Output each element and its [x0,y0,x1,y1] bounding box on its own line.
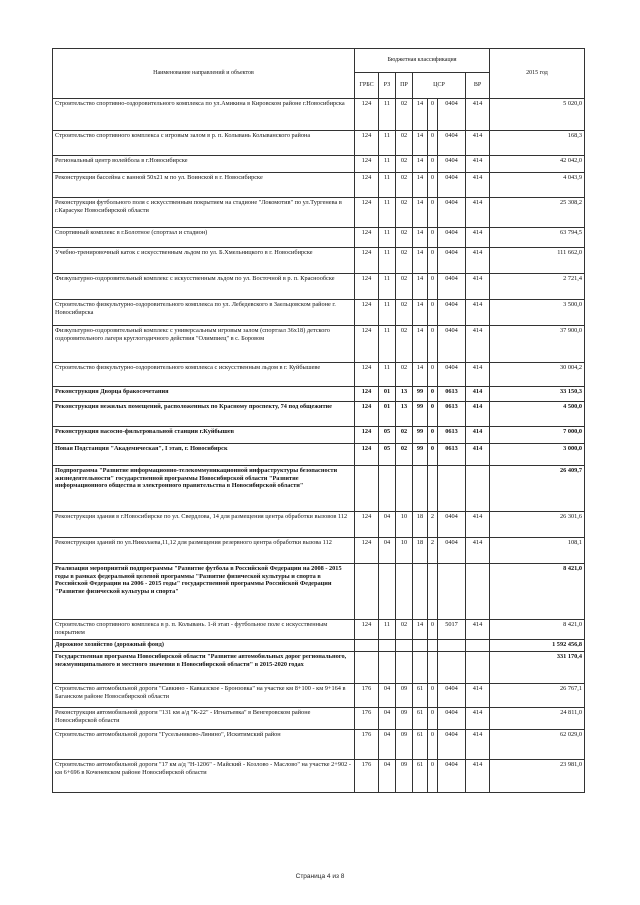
row-rz: 11 [379,300,396,326]
row-csr-3: 0404 [438,363,466,387]
row-grbs: 124 [355,363,379,387]
table-row [53,274,585,300]
row-csr-1: 14 [413,248,428,274]
row-csr-1: 18 [413,512,428,538]
row-vr: 414 [466,730,490,760]
header-csr: ЦСР [413,73,466,99]
row-csr-2: 0 [428,228,438,248]
row-amount: 8 421,0 [490,564,585,620]
table-row [53,538,585,564]
row-csr-2: 0 [428,387,438,402]
row-rz [379,466,396,512]
row-csr-1: 14 [413,274,428,300]
row-csr-1 [413,564,428,620]
row-vr: 414 [466,131,490,156]
row-pr: 09 [396,684,413,708]
row-name: Реконструкция бассейна с ванной 50х21 м по ул. Воинской в г. Новосибирске [53,173,355,198]
row-name: Реконструкция футбольного поля с искусственным покрытием на стадионе "Локомотив" по ул.Тургенева в г.Карасуке Новосибирской области [53,198,355,228]
row-csr-2: 0 [428,444,438,466]
row-name: Физкультурно-оздоровительный комплекс с искусственным льдом по ул. Восточной в р. п. Краснообске [53,274,355,300]
header-grbs: ГРБС [355,73,379,99]
row-grbs: 124 [355,131,379,156]
row-rz: 05 [379,444,396,466]
row-name: Строительство автомобильной дороги "17 км а/д "Н-1206" - Майский - Козлово - Маслово" на участке 2+902 - км 6+696 в Коченевском районе Новосибирской области [53,760,355,793]
row-name: Строительство физкультурно-оздоровительного комплекса с искусственным льдом в г. Куйбышеве [53,363,355,387]
row-grbs [355,564,379,620]
row-name: Реконструкция насосно-фильтровальной станции г.Куйбышев [53,427,355,444]
row-csr-2: 2 [428,538,438,564]
row-csr-1: 18 [413,538,428,564]
row-pr: 02 [396,248,413,274]
row-pr: 02 [396,156,413,173]
row-pr: 10 [396,538,413,564]
row-grbs: 124 [355,173,379,198]
row-pr: 09 [396,730,413,760]
row-csr-3: 0404 [438,99,466,131]
row-pr: 09 [396,708,413,730]
table-row [53,387,585,402]
row-name: Новая Подстанция "Академическая", I этап, г. Новосибирск [53,444,355,466]
row-name: Реконструкция здания в г.Новосибирске по ул. Свердлова, 14 для размещения центра обработки вызовов 112 [53,512,355,538]
row-name: Реконструкция нежилых помещений, расположенных по Красному проспекту, 74 под общежитие [53,402,355,427]
row-csr-2: 0 [428,326,438,363]
row-vr: 414 [466,538,490,564]
row-grbs: 124 [355,402,379,427]
row-amount: 2 721,4 [490,274,585,300]
table-row [53,760,585,793]
row-csr-3 [438,652,466,684]
row-grbs: 176 [355,760,379,793]
row-csr-3: 0404 [438,300,466,326]
row-csr-1: 14 [413,131,428,156]
row-name: Спортивный комплекс в г.Болотное (спортзал и стадион) [53,228,355,248]
row-vr: 414 [466,427,490,444]
row-amount: 8 421,0 [490,620,585,640]
row-csr-1: 14 [413,156,428,173]
row-name: Строительство автомобильной дороги "Гусельниково-Лянино", Искитимский район [53,730,355,760]
row-vr: 414 [466,387,490,402]
row-csr-3: 0613 [438,387,466,402]
row-pr: 13 [396,402,413,427]
row-pr: 02 [396,427,413,444]
row-rz: 04 [379,538,396,564]
row-vr: 414 [466,402,490,427]
row-pr: 02 [396,363,413,387]
row-csr-1: 14 [413,363,428,387]
row-csr-1: 99 [413,427,428,444]
row-rz: 11 [379,326,396,363]
row-pr: 02 [396,228,413,248]
row-grbs: 176 [355,730,379,760]
row-csr-2: 0 [428,620,438,640]
row-grbs: 124 [355,198,379,228]
row-vr: 414 [466,363,490,387]
table-row [53,652,585,684]
row-vr: 414 [466,760,490,793]
row-csr-3: 0613 [438,427,466,444]
row-csr-2: 0 [428,99,438,131]
row-pr: 02 [396,99,413,131]
row-vr: 414 [466,274,490,300]
row-csr-2: 0 [428,173,438,198]
row-csr-1: 14 [413,228,428,248]
row-grbs: 124 [355,99,379,131]
row-vr: 414 [466,708,490,730]
row-amount: 26 409,7 [490,466,585,512]
row-rz: 04 [379,730,396,760]
row-pr: 02 [396,444,413,466]
row-vr: 414 [466,198,490,228]
header-rz: РЗ [379,73,396,99]
row-csr-3: 0404 [438,156,466,173]
row-amount: 1 592 456,8 [490,640,585,652]
row-grbs [355,466,379,512]
row-amount: 26 301,6 [490,512,585,538]
row-csr-1: 14 [413,326,428,363]
table-row [53,228,585,248]
row-grbs: 124 [355,387,379,402]
row-csr-2: 0 [428,274,438,300]
row-grbs: 124 [355,156,379,173]
row-csr-2: 0 [428,363,438,387]
row-csr-1 [413,640,428,652]
row-amount: 5 020,0 [490,99,585,131]
row-csr-2: 0 [428,427,438,444]
row-csr-3 [438,466,466,512]
row-name: Реконструкция Дворца бракосочетания [53,387,355,402]
row-csr-1: 99 [413,387,428,402]
row-vr: 414 [466,444,490,466]
row-grbs: 176 [355,684,379,708]
row-rz: 11 [379,363,396,387]
row-csr-2: 0 [428,198,438,228]
row-csr-2: 0 [428,684,438,708]
row-csr-1: 14 [413,173,428,198]
row-amount: 30 004,2 [490,363,585,387]
row-csr-3 [438,564,466,620]
table-row [53,363,585,387]
row-csr-3: 0404 [438,131,466,156]
row-amount: 3 000,0 [490,444,585,466]
row-grbs: 124 [355,427,379,444]
row-pr: 09 [396,760,413,793]
row-csr-1: 61 [413,708,428,730]
row-pr [396,652,413,684]
table-row [53,564,585,620]
row-rz: 11 [379,274,396,300]
row-rz: 04 [379,684,396,708]
row-rz: 11 [379,156,396,173]
row-name: Строительство физкультурно-оздоровительного комплекса по ул. Лебедевского в Заельцовском районе г. Новосибирска [53,300,355,326]
row-amount: 42 042,0 [490,156,585,173]
row-pr: 02 [396,274,413,300]
row-vr [466,652,490,684]
header-budget-class: Бюджетная классификация [355,49,490,73]
table-row [53,131,585,156]
row-grbs [355,640,379,652]
table-row [53,640,585,652]
row-amount: 63 794,5 [490,228,585,248]
row-name: Строительство спортивного комплекса в р. п. Колывань. 1-й этап - футбольное поле с искусственным покрытием [53,620,355,640]
row-vr: 414 [466,173,490,198]
row-csr-1: 61 [413,760,428,793]
table-row [53,730,585,760]
table-row [53,427,585,444]
row-csr-3: 0613 [438,444,466,466]
row-csr-2: 0 [428,156,438,173]
row-grbs: 124 [355,300,379,326]
row-amount: 33 150,3 [490,387,585,402]
row-name: Региональный центр волейбола в г.Новосибирске [53,156,355,173]
row-rz: 01 [379,387,396,402]
row-csr-1: 61 [413,684,428,708]
row-csr-1: 99 [413,402,428,427]
row-csr-3: 0404 [438,173,466,198]
row-csr-2: 0 [428,730,438,760]
header-pr: ПР [396,73,413,99]
row-name: Учебно-тренировочный каток с искусственным льдом по ул. Б.Хмельницкого в г. Новосибирске [53,248,355,274]
row-grbs: 124 [355,228,379,248]
table-row [53,466,585,512]
row-csr-1: 61 [413,730,428,760]
row-name: Реконструкция автомобильной дороги "131 км а/д "К-22" - Игнатьевка" в Венгеровском районе Новосибирской области [53,708,355,730]
table-row [53,684,585,708]
row-csr-3: 0404 [438,538,466,564]
row-rz: 11 [379,173,396,198]
row-csr-1: 14 [413,300,428,326]
row-pr: 02 [396,300,413,326]
row-csr-2: 0 [428,300,438,326]
table-row [53,248,585,274]
budget-table [52,48,585,793]
table-row [53,99,585,131]
row-csr-3: 0404 [438,248,466,274]
row-amount: 4 043,9 [490,173,585,198]
row-csr-2: 0 [428,708,438,730]
row-vr: 414 [466,156,490,173]
row-csr-3: 0404 [438,228,466,248]
row-amount: 4 500,0 [490,402,585,427]
row-amount: 23 981,0 [490,760,585,793]
row-vr: 414 [466,248,490,274]
row-amount: 37 900,0 [490,326,585,363]
table-row [53,156,585,173]
row-csr-3 [438,640,466,652]
row-csr-3: 0404 [438,274,466,300]
table-row [53,512,585,538]
row-amount: 3 500,0 [490,300,585,326]
row-grbs: 124 [355,444,379,466]
row-amount: 331 170,4 [490,652,585,684]
row-rz: 04 [379,760,396,793]
row-vr: 414 [466,620,490,640]
header-year: 2015 год [490,49,585,99]
row-rz: 05 [379,427,396,444]
row-amount: 7 000,0 [490,427,585,444]
row-grbs: 176 [355,708,379,730]
row-csr-3: 0613 [438,402,466,427]
row-grbs [355,652,379,684]
row-vr: 414 [466,99,490,131]
row-pr: 02 [396,198,413,228]
table-row [53,620,585,640]
row-pr: 02 [396,131,413,156]
row-name: Реализация мероприятий подпрограммы "Развитие футбола в Российской Федерации на 2008 - 2015 годы в рамках федеральной целевой программы "Развитие физической культуры и спорта в Российской Федерации на 2006 - 2015 годы" государственной программы Российской Федерации "Развитие физической культуры и спорта" [53,564,355,620]
row-rz: 01 [379,402,396,427]
table-row [53,444,585,466]
row-grbs: 124 [355,512,379,538]
row-grbs: 124 [355,248,379,274]
row-vr [466,466,490,512]
row-grbs: 124 [355,620,379,640]
row-grbs: 124 [355,326,379,363]
row-pr: 02 [396,173,413,198]
row-csr-3: 5017 [438,620,466,640]
row-csr-2: 0 [428,760,438,793]
row-amount: 24 811,0 [490,708,585,730]
row-rz: 11 [379,198,396,228]
row-name: Строительство спортивно-оздоровительного комплекса по ул.Амикина в Кировском районе г.Новосибирска [53,99,355,131]
row-csr-3: 0404 [438,760,466,793]
row-rz [379,640,396,652]
row-pr: 13 [396,387,413,402]
row-pr [396,564,413,620]
row-csr-2 [428,466,438,512]
row-vr: 414 [466,684,490,708]
row-csr-2: 0 [428,402,438,427]
row-pr: 02 [396,326,413,363]
row-csr-1: 14 [413,99,428,131]
row-rz: 11 [379,248,396,274]
row-csr-1: 14 [413,198,428,228]
row-csr-3: 0404 [438,198,466,228]
table-row [53,326,585,363]
row-vr [466,640,490,652]
row-name: Физкультурно-оздоровительный комплекс с универсальным игровым залом (спортзал 36х18) детского оздоровительного лагеря круглогодичного действия "Олимпиец" в с. Боровом [53,326,355,363]
row-csr-3: 0404 [438,326,466,363]
row-csr-1: 99 [413,444,428,466]
row-vr: 414 [466,300,490,326]
row-rz: 04 [379,512,396,538]
row-name: Строительство спортивного комплекса с игровым залом в р. п. Колывань Колыванского района [53,131,355,156]
row-csr-2: 2 [428,512,438,538]
row-name: Дорожное хозяйство (дорожный фонд) [53,640,355,652]
row-csr-2: 0 [428,248,438,274]
row-csr-3: 0404 [438,684,466,708]
row-grbs: 124 [355,538,379,564]
table-row [53,300,585,326]
row-amount: 62 029,0 [490,730,585,760]
row-csr-2 [428,640,438,652]
row-amount: 26 767,1 [490,684,585,708]
row-vr: 414 [466,326,490,363]
page-footer: Страница 4 из 8 [295,873,345,880]
row-csr-1: 14 [413,620,428,640]
header-name: Наименование направлений и объектов [53,49,355,99]
row-pr [396,640,413,652]
table-row [53,173,585,198]
row-amount: 111 662,0 [490,248,585,274]
table-row [53,402,585,427]
header-vr: ВР [466,73,490,99]
row-csr-1 [413,652,428,684]
row-amount: 168,3 [490,131,585,156]
row-amount: 25 308,2 [490,198,585,228]
row-pr: 02 [396,620,413,640]
row-rz: 11 [379,228,396,248]
table-row [53,198,585,228]
row-csr-2 [428,564,438,620]
row-pr [396,466,413,512]
row-csr-3: 0404 [438,708,466,730]
row-rz: 11 [379,99,396,131]
row-rz [379,564,396,620]
row-csr-2: 0 [428,131,438,156]
row-rz: 04 [379,708,396,730]
row-csr-1 [413,466,428,512]
row-name: Подпрограмма "Развитие информационно-телекоммуникационной инфраструктуры безопасности жизнедеятельности" государственной программы Новосибирской области "Развитие информационного общества и электронного правительства в Новосибирской области" [53,466,355,512]
row-name: Строительство автомобильной дороги "Савкино - Кавказское - Бронзовка" на участке км 8+100 - км 9+164 в Баганском районе Новосибирской области [53,684,355,708]
row-csr-2 [428,652,438,684]
row-name: Государственная программа Новосибирской области "Развитие автомобильных дорог регионального, межмуниципального и местного значения в Новосибирской области" в 2015-2020 годах [53,652,355,684]
row-vr: 414 [466,228,490,248]
row-rz: 11 [379,620,396,640]
row-grbs: 124 [355,274,379,300]
table-row [53,708,585,730]
row-vr [466,564,490,620]
table-body [53,99,585,793]
row-pr: 10 [396,512,413,538]
row-vr: 414 [466,512,490,538]
row-rz [379,652,396,684]
row-csr-3: 0404 [438,730,466,760]
row-csr-3: 0404 [438,512,466,538]
row-rz: 11 [379,131,396,156]
row-amount: 108,1 [490,538,585,564]
row-name: Реконструкция зданий по ул.Николаева,11,12 для размещения резервного центра обработки вызова 112 [53,538,355,564]
